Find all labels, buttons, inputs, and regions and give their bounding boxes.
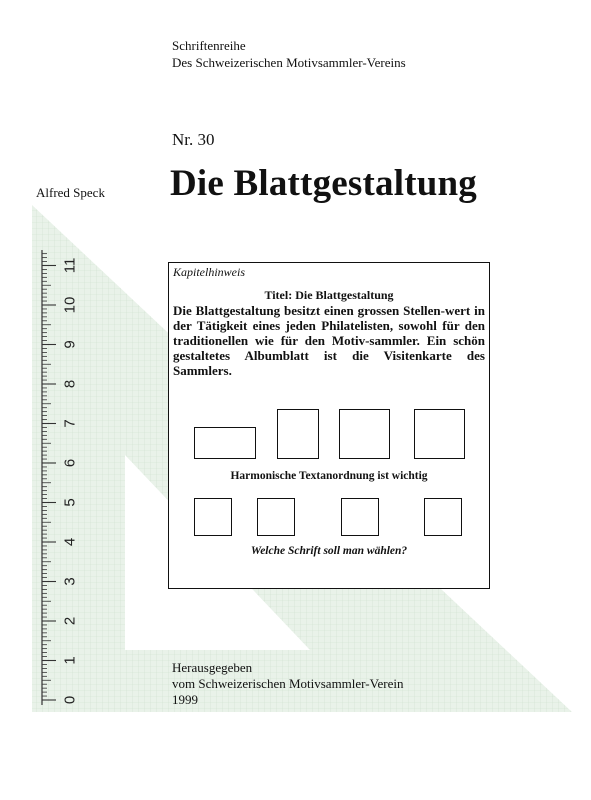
ruler-label: 7 [61,419,79,428]
ruler-label: 11 [61,257,79,274]
author-name: Alfred Speck [36,185,105,200]
publisher-info [172,660,404,708]
stamp-box-small [341,498,379,536]
ruler-label: 0 [61,695,79,705]
layout-caption: Harmonische Textanordnung ist wichtig [230,470,428,482]
stamp-box-square [414,409,465,459]
chapter-panel [168,262,490,589]
stamp-box-landscape [194,427,256,459]
ruler-label: 5 [61,498,79,507]
ruler-label: 10 [61,296,79,314]
ruler-label: 9 [61,340,79,349]
font-caption: Welche Schrift soll man wählen? [250,545,408,557]
issue-number: Nr. 30 [172,130,215,149]
document-title: Die Blattgestaltung [170,163,477,204]
ruler-label: 2 [61,616,79,626]
publisher-line-1: Herausgegeben [172,660,253,675]
publication-year: 1999 [172,692,198,707]
stamp-box-portrait [277,409,319,459]
stamp-box-small [424,498,462,536]
ruler-label: 4 [61,537,79,547]
chapter-hint-label: Kapitelhinweis [173,265,245,279]
stamp-box-small [194,498,232,536]
panel-subtitle: Titel: Die Blattgestaltung [264,288,394,302]
stamp-box-square [339,409,390,459]
panel-body-text: Die Blattgestaltung besitzt einen grossen Stellen-wert in der Tätigkeit eines jeden Philatelisten, sowohl für den traditionellen wie für den Motiv-sammler. Ein schön gestaltetes Albumblatt ist die Visitenkarte des Sammlers. [173,303,485,378]
stamp-box-small [257,498,295,536]
series-line-2: Des Schweizerischen Motivsammler-Vereins [172,55,406,70]
publisher-line-2: vom Schweizerischen Motivsammler-Verein [172,676,404,691]
series-heading [172,37,406,71]
ruler-label: 6 [61,458,79,468]
ruler-label: 1 [61,656,79,665]
ruler-label: 3 [61,577,79,586]
series-line-1: Schriftenreihe [172,38,246,53]
ruler-label: 8 [61,379,79,389]
